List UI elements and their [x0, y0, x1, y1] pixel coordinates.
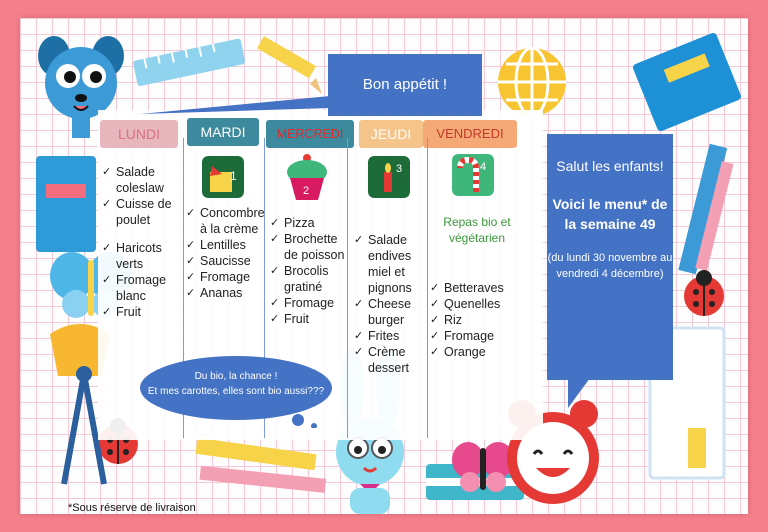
menu-item: ✓ Salade endives miel et pignons [354, 232, 424, 296]
menu-item: ✓ Fromage blanc [102, 272, 182, 304]
bon-appetit-text: Bon appétit ! [362, 76, 448, 93]
menu-item: ✓ Orange [430, 344, 520, 360]
tab-vendredi: VENDREDI [423, 120, 517, 148]
menu-jeudi [354, 232, 424, 376]
menu-item: ✓ Pizza [270, 215, 350, 231]
menu-item: ✓ Salade coleslaw [102, 164, 182, 196]
menu-item: ✓ Lentilles [186, 237, 266, 253]
menu-item: ✓ Crème dessert [354, 344, 424, 376]
menu-item: ✓ Frites [354, 328, 424, 344]
svg-text:4: 4 [480, 161, 487, 173]
menu-mardi [186, 205, 266, 301]
menu-item: ✓ Ananas [186, 285, 266, 301]
svg-text:3: 3 [396, 163, 403, 175]
speech-bubble-tail [140, 96, 330, 114]
tab-mercredi: MERCREDI [266, 120, 354, 148]
ladybug-icon [676, 266, 732, 322]
menu-item: ✓ Cheese burger [354, 296, 424, 328]
menu-item: ✓ Fromage [270, 295, 350, 311]
menu-mercredi [270, 215, 350, 327]
cloud-line-2: Et mes carottes, elles sont bio aussi??? [147, 386, 325, 397]
greeting-hello: Salut les enfants! [556, 158, 664, 174]
menu-poster [20, 18, 748, 514]
menu-item: ✓ Brocolis gratiné [270, 263, 350, 295]
greeting-dates: (du lundi 30 novembre au vendredi 4 décembre) [547, 252, 673, 280]
ruler-icon [126, 32, 246, 92]
menu-item: ✓ Concombre à la crème [186, 205, 266, 237]
cupcake-icon [282, 152, 332, 202]
menu-item: ✓ Quenelles [430, 296, 520, 312]
menu-item: ✓ Fromage [430, 328, 520, 344]
menu-item: ✓ Riz [430, 312, 520, 328]
pencil-icon [190, 436, 340, 506]
svg-text:2: 2 [303, 185, 310, 197]
greeting-menu-week: Voici le menu* de la semaine 49 [552, 196, 668, 232]
cloud-line-1: Du bio, la chance ! [194, 371, 278, 382]
menu-lundi [102, 164, 182, 320]
tab-mardi: MARDI [187, 118, 259, 146]
menu-item: ✓ Brochette de poisson [270, 231, 350, 263]
tab-lundi: LUNDI [100, 120, 178, 148]
thought-cloud-text [146, 369, 326, 399]
menu-item: ✓ Haricots verts [102, 240, 182, 272]
pencil-icon [246, 28, 326, 98]
greeting-panel [547, 134, 673, 380]
book-icon [30, 148, 102, 258]
menu-item: ✓ Fruit [270, 311, 350, 327]
menu-item: ✓ Fruit [102, 304, 182, 320]
menu-item: ✓ Fromage [186, 269, 266, 285]
footnote: *Sous réserve de livraison [68, 502, 196, 514]
menu-vendredi [430, 280, 520, 360]
candle-icon [368, 156, 410, 198]
column-divider [427, 138, 428, 438]
candy-cane-icon [452, 154, 494, 196]
svg-text:1: 1 [230, 169, 237, 183]
gift-icon [202, 156, 244, 198]
vendredi-note: Repas bio et végétarien [443, 215, 511, 245]
menu-item: ✓ Saucisse [186, 253, 266, 269]
bon-appetit-bubble [328, 54, 482, 116]
menu-item: ✓ Cuisse de poulet [102, 196, 182, 228]
tab-jeudi: JEUDI [359, 120, 423, 148]
greeting-bubble-tail [568, 378, 590, 408]
menu-item: ✓ Betteraves [430, 280, 520, 296]
